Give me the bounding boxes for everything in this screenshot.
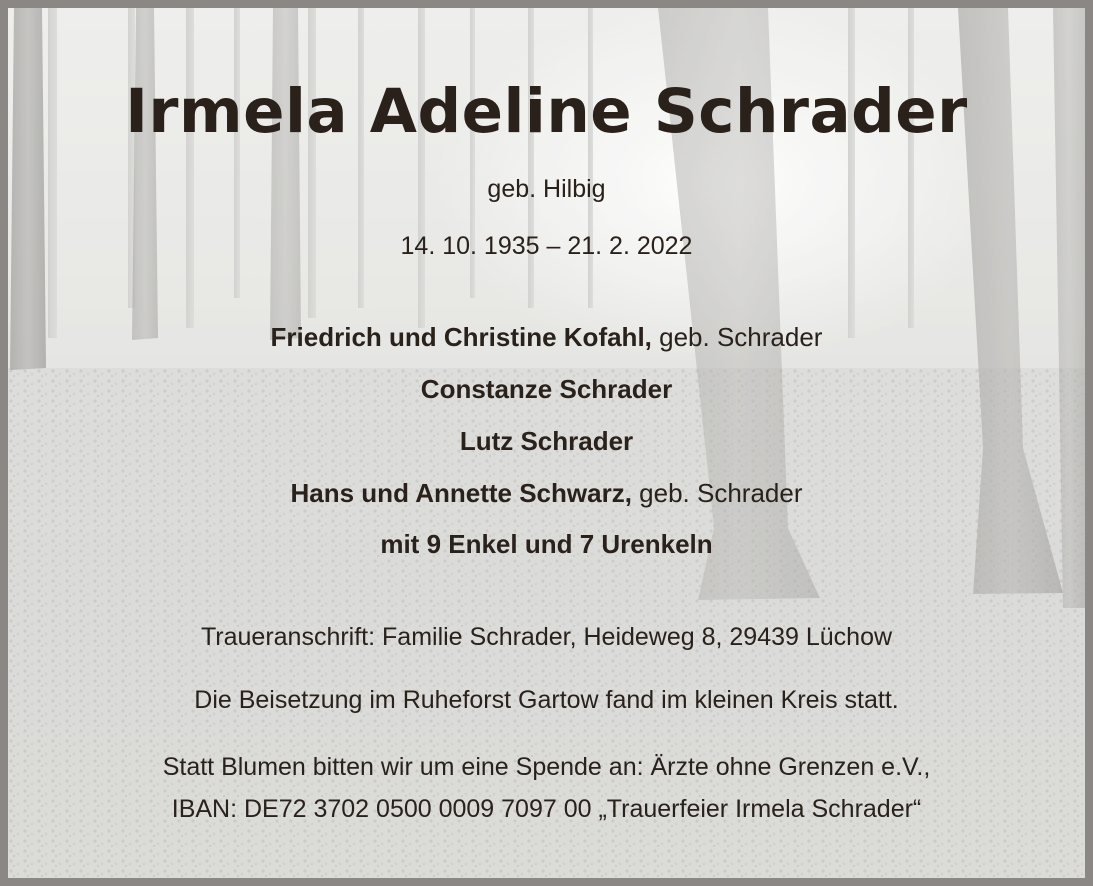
mourner-name: Lutz Schrader (459, 426, 634, 456)
mourner-name: Hans und Annette Schwarz, (290, 478, 632, 508)
birth-name: geb. Hilbig (487, 175, 606, 203)
notice-text (8, 8, 1085, 878)
mourner-line (8, 476, 1085, 510)
mourner-line (8, 320, 1085, 354)
donation-request: Statt Blumen bitten wir um eine Spende an: Ärzte ohne Grenzen e.V., (162, 753, 931, 781)
life-dates: 14. 10. 1935 – 21. 2. 2022 (400, 232, 693, 260)
mourner-name: mit 9 Enkel und 7 Urenkeln (380, 529, 713, 559)
mourner-line (8, 424, 1085, 458)
mourning-address: Traueranschrift: Familie Schrader, Heideweg 8, 29439 Lüchow (200, 623, 893, 651)
deceased-name: Irmela Adeline Schrader (125, 76, 968, 147)
donation-iban: IBAN: DE72 3702 0500 0009 7097 00 „Trauerfeier Irmela Schrader“ (171, 795, 922, 823)
mourner-line (8, 527, 1085, 561)
mourner-note: geb. Schrader (639, 478, 803, 508)
mourner-line (8, 372, 1085, 406)
mourner-name: Friedrich und Christine Kofahl, (270, 322, 652, 352)
burial-note: Die Beisetzung im Ruheforst Gartow fand im kleinen Kreis statt. (194, 686, 899, 714)
mourner-name: Constanze Schrader (420, 374, 673, 404)
mourner-note: geb. Schrader (659, 322, 823, 352)
